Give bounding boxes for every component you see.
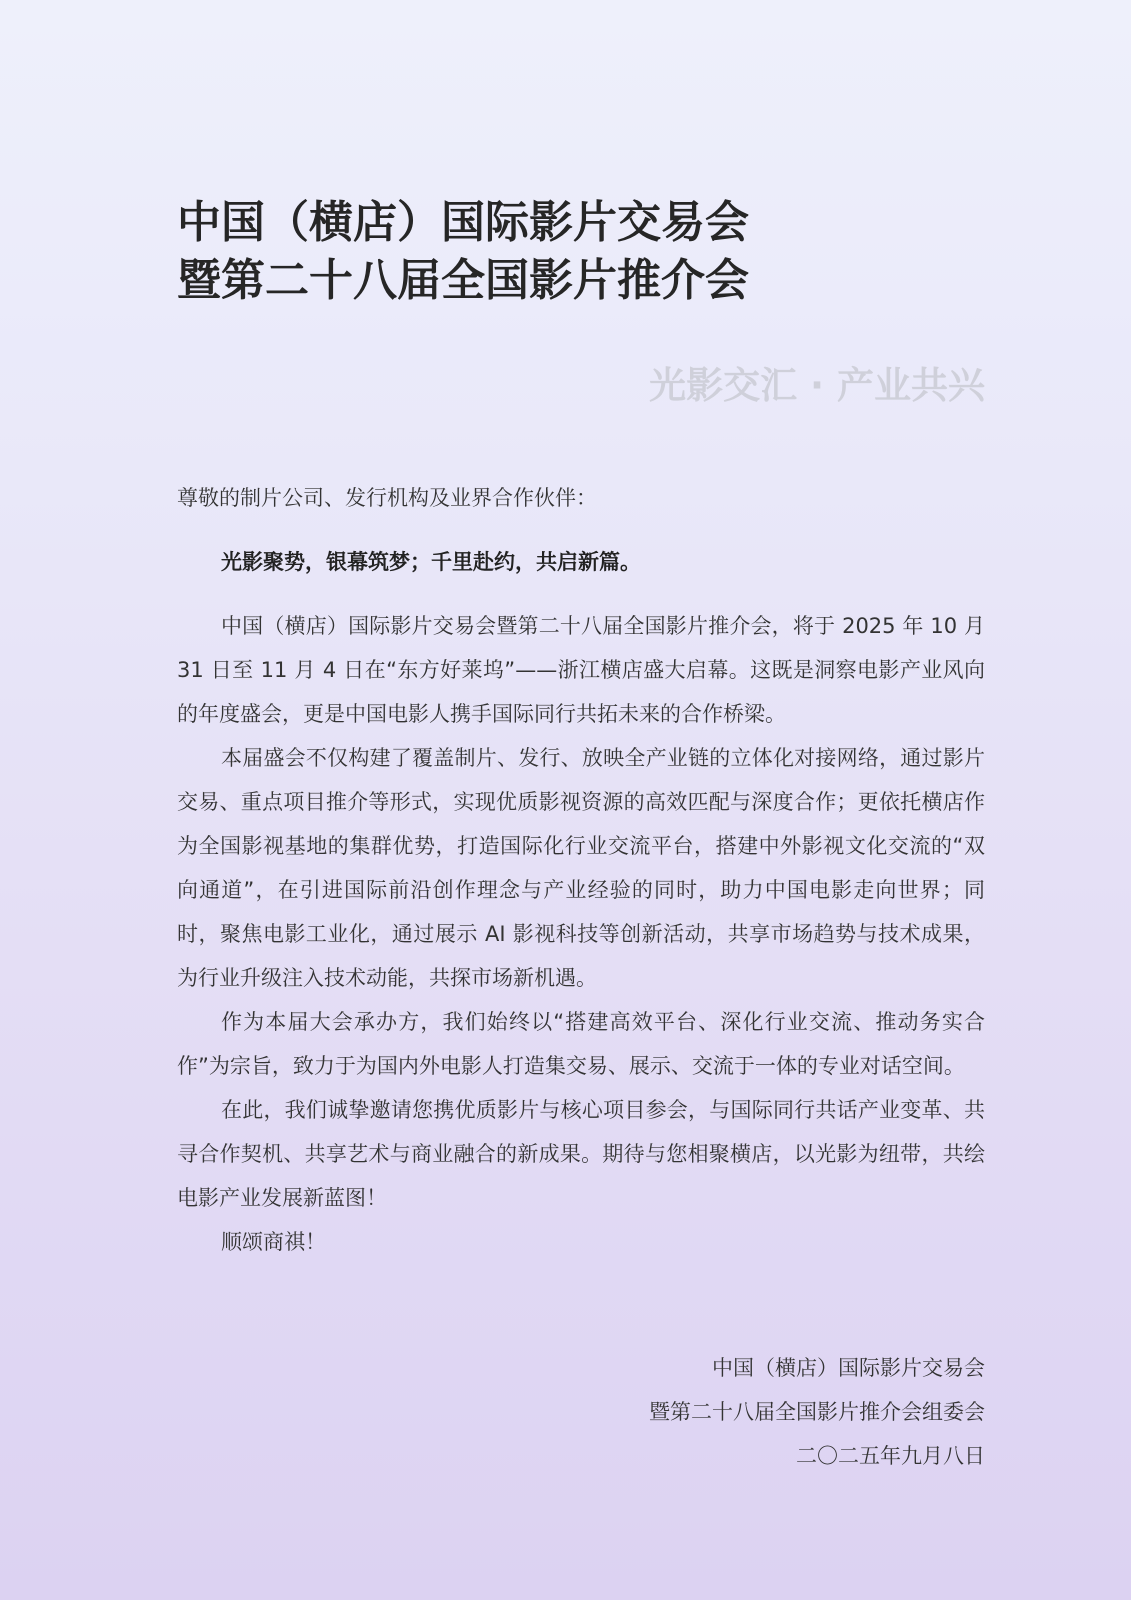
paragraph-invitation: 在此，我们诚挚邀请您携优质影片与核心项目参会，与国际同行共话产业变革、共寻合作契机、共享艺术与商业融合的新成果。期待与您相聚横店，以光影为纽带，共绘电影产业发展新蓝图！: [177, 1098, 985, 1210]
paragraph-highlights: 本届盛会不仅构建了覆盖制片、发行、放映全产业链的立体化对接网络，通过影片交易、重点项目推介等形式，实现优质影视资源的高效匹配与深度合作；更依托横店作为全国影视基地的集群优势，打造国际化行业交流平台，搭建中外影视文化交流的“双向通道”，在引进国际前沿创作理念与产业经验的同时，助力中国电影走向世界；同时，聚焦电影工业化，通过展示 AI 影视科技等创新活动，共享市场趋势与技术成果，为行业升级注入技术动能，共探市场新机遇。: [177, 746, 985, 990]
signature-block: [649, 1346, 985, 1478]
paragraph-organizer: 作为本届大会承办方，我们始终以“搭建高效平台、深化行业交流、推动务实合作”为宗旨，致力于为国内外电影人打造集交易、展示、交流于一体的专业对话空间。: [177, 1010, 985, 1078]
slogan: 光影交汇 · 产业共兴: [649, 364, 985, 407]
signature-line-1: 中国（横店）国际影片交易会: [712, 1356, 985, 1380]
motto: 光影聚势，银幕筑梦；千里赴约，共启新篇。: [221, 550, 641, 574]
title-line-1: 中国（横店）国际影片交易会: [177, 197, 749, 248]
paragraph-intro: 中国（横店）国际影片交易会暨第二十八届全国影片推介会，将于 2025 年 10 月 31 日至 11 月 4 日在“东方好莱坞”——浙江横店盛大启幕。这既是洞察电影产业风向的年度盛会，更是中国电影人携手国际同行共拓未来的合作桥梁。: [177, 614, 985, 726]
document-title: [177, 194, 985, 310]
title-line-2: 暨第二十八届全国影片推介会: [177, 255, 749, 306]
closing-greeting: 顺颂商祺！: [221, 1230, 326, 1254]
signature-line-2: 暨第二十八届全国影片推介会组委会: [649, 1400, 985, 1424]
invitation-letter: [177, 0, 985, 1600]
salutation: 尊敬的制片公司、发行机构及业界合作伙伴：: [177, 486, 597, 510]
letter-body: [177, 476, 985, 1264]
signature-date: 二〇二五年九月八日: [796, 1444, 985, 1468]
